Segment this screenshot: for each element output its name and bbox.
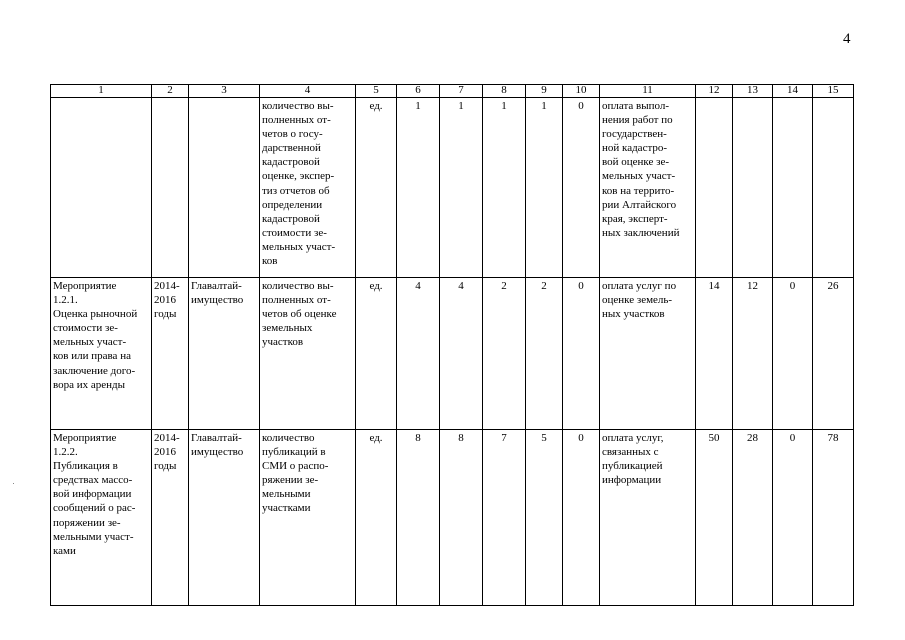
table-row xyxy=(51,98,854,278)
column-number: 8 xyxy=(483,85,526,98)
period-cell xyxy=(152,98,189,278)
value-cell: 4 xyxy=(440,278,483,430)
amount-cell: 78 xyxy=(813,430,854,606)
value-cell: 0 xyxy=(563,278,600,430)
column-number: 13 xyxy=(733,85,773,98)
executor-cell: Главалтай- имущество xyxy=(189,278,260,430)
column-number: 10 xyxy=(563,85,600,98)
value-cell: 1 xyxy=(526,98,563,278)
event-cell xyxy=(51,98,152,278)
column-number: 14 xyxy=(773,85,813,98)
value-cell: 2 xyxy=(483,278,526,430)
column-number: 15 xyxy=(813,85,854,98)
executor-cell xyxy=(189,98,260,278)
value-cell: 8 xyxy=(440,430,483,606)
value-cell: 1 xyxy=(483,98,526,278)
table-row xyxy=(51,430,854,606)
column-number: 1 xyxy=(51,85,152,98)
plan-table xyxy=(50,84,854,606)
amount-cell xyxy=(773,98,813,278)
activity-cell: оплата услуг по оценке земель- ных участков xyxy=(600,278,696,430)
indicator-cell: количество вы- полненных от- четов об оценке земельных участков xyxy=(260,278,356,430)
executor-cell: Главалтай- имущество xyxy=(189,430,260,606)
amount-cell: 0 xyxy=(773,430,813,606)
indicator-cell: количество вы- полненных от- четов о госу- дарственной кадастровой оценке, экспер- тиз отчетов об определении кадастровой стоимости зе- мельных участ- ков xyxy=(260,98,356,278)
period-cell: 2014- 2016 годы xyxy=(152,430,189,606)
value-cell: 1 xyxy=(440,98,483,278)
unit-cell: ед. xyxy=(356,430,397,606)
table-header-row xyxy=(51,85,854,98)
amount-cell xyxy=(813,98,854,278)
table-row xyxy=(51,278,854,430)
event-cell: Мероприятие 1.2.1. Оценка рыночной стоимости зе- мельных участ- ков или права на заключение дого- вора их аренды xyxy=(51,278,152,430)
column-number: 12 xyxy=(696,85,733,98)
value-cell: 0 xyxy=(563,98,600,278)
value-cell: 2 xyxy=(526,278,563,430)
unit-cell: ед. xyxy=(356,98,397,278)
column-number: 9 xyxy=(526,85,563,98)
column-number: 5 xyxy=(356,85,397,98)
value-cell: 0 xyxy=(563,430,600,606)
scan-mark xyxy=(13,483,14,484)
value-cell: 4 xyxy=(397,278,440,430)
column-number: 6 xyxy=(397,85,440,98)
column-number: 3 xyxy=(189,85,260,98)
activity-cell: оплата услуг, связанных с публикацией информации xyxy=(600,430,696,606)
amount-cell: 0 xyxy=(773,278,813,430)
unit-cell: ед. xyxy=(356,278,397,430)
amount-cell: 28 xyxy=(733,430,773,606)
amount-cell: 14 xyxy=(696,278,733,430)
amount-cell xyxy=(733,98,773,278)
column-number: 2 xyxy=(152,85,189,98)
value-cell: 1 xyxy=(397,98,440,278)
activity-cell: оплата выпол- нения работ по государствен- ной кадастро- вой оценке зе- мельных участ- ков на террито- рии Алтайского края, эксперт- ных заключений xyxy=(600,98,696,278)
column-number: 4 xyxy=(260,85,356,98)
amount-cell: 26 xyxy=(813,278,854,430)
amount-cell: 50 xyxy=(696,430,733,606)
column-number: 7 xyxy=(440,85,483,98)
value-cell: 5 xyxy=(526,430,563,606)
page-number: 4 xyxy=(843,31,851,47)
column-number: 11 xyxy=(600,85,696,98)
amount-cell xyxy=(696,98,733,278)
indicator-cell: количество публикаций в СМИ о распо- ряжении зе- мельными участками xyxy=(260,430,356,606)
period-cell: 2014- 2016 годы xyxy=(152,278,189,430)
value-cell: 7 xyxy=(483,430,526,606)
amount-cell: 12 xyxy=(733,278,773,430)
value-cell: 8 xyxy=(397,430,440,606)
event-cell: Мероприятие 1.2.2. Публикация в средствах массо- вой информации сообщений о рас- поряжении зе- мельными участ- ками xyxy=(51,430,152,606)
